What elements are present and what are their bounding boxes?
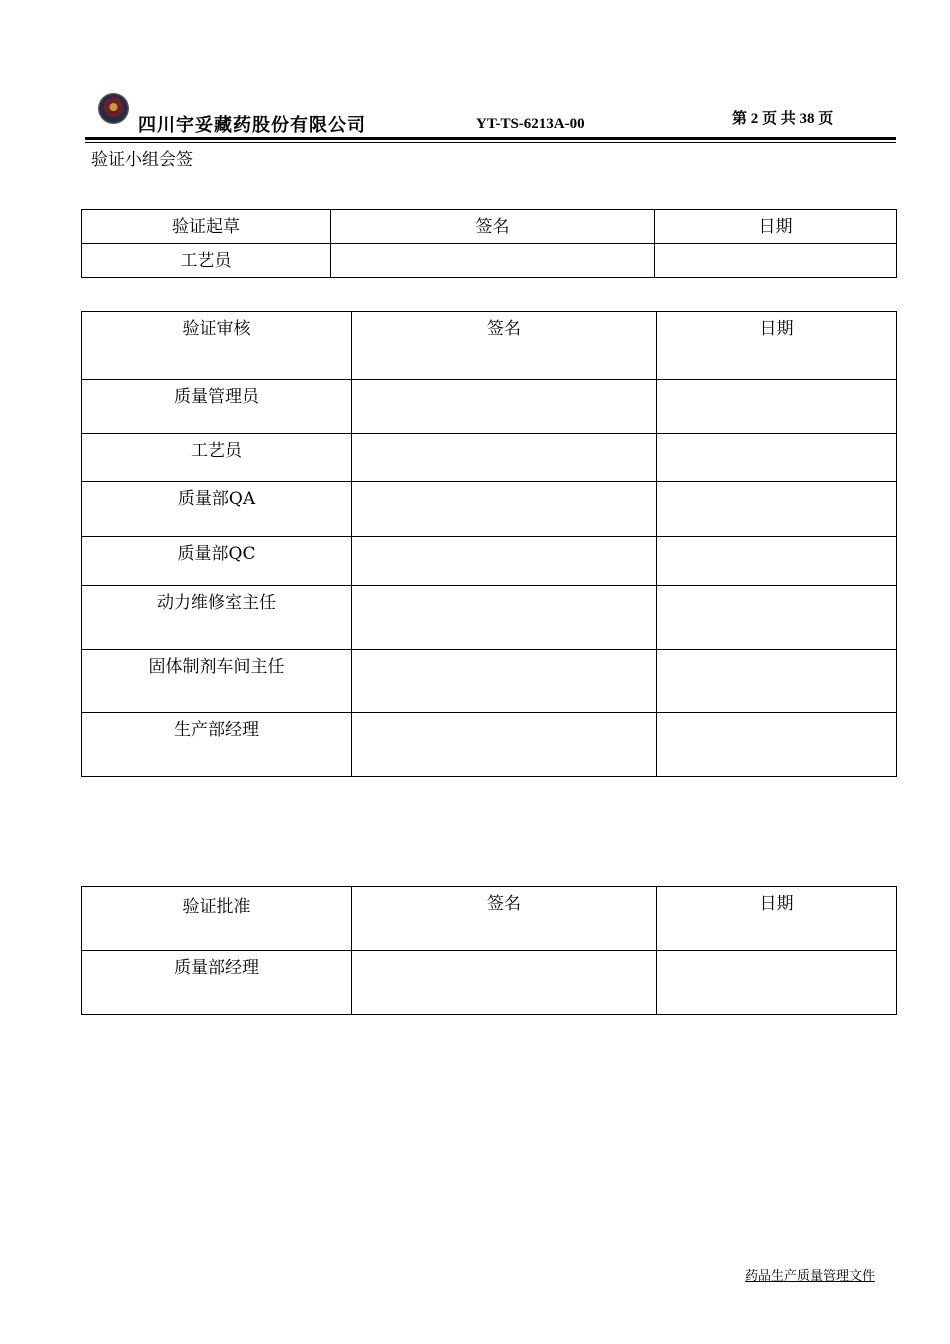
role-cell: 固体制剂车间主任 — [82, 650, 352, 713]
header-cell: 签名 — [352, 312, 657, 380]
footer-note: 药品生产质量管理文件 — [745, 1269, 876, 1284]
header-cell: 签名 — [352, 887, 657, 951]
draft-signature-table — [81, 209, 897, 278]
table-row — [82, 434, 897, 482]
signature-cell[interactable] — [331, 244, 655, 278]
signature-cell[interactable] — [352, 650, 657, 713]
signature-cell[interactable] — [352, 537, 657, 586]
table-row — [82, 537, 897, 586]
table-row — [82, 586, 897, 650]
document-number: YT-TS-6213A-00 — [476, 116, 585, 132]
date-cell[interactable] — [657, 434, 897, 482]
section-title: 验证小组会签 — [91, 150, 193, 170]
table-row — [82, 482, 897, 537]
signature-cell[interactable] — [352, 951, 657, 1015]
approval-signature-table — [81, 886, 897, 1015]
table-row — [82, 650, 897, 713]
date-cell[interactable] — [657, 586, 897, 650]
signature-cell[interactable] — [352, 482, 657, 537]
table-header-row — [82, 887, 897, 951]
date-cell[interactable] — [655, 244, 897, 278]
role-cell: 工艺员 — [82, 434, 352, 482]
date-cell[interactable] — [657, 482, 897, 537]
header-cell: 验证审核 — [82, 312, 352, 380]
date-cell[interactable] — [657, 650, 897, 713]
review-signature-table — [81, 311, 897, 777]
role-cell: 质量管理员 — [82, 380, 352, 434]
company-logo — [99, 94, 128, 123]
company-name: 四川宇妥藏药股份有限公司 — [138, 115, 366, 136]
role-cell: 质量部QA — [82, 482, 352, 537]
date-cell[interactable] — [657, 537, 897, 586]
header-cell: 日期 — [655, 210, 897, 244]
date-cell[interactable] — [657, 713, 897, 777]
signature-cell[interactable] — [352, 434, 657, 482]
header-cell: 日期 — [657, 312, 897, 380]
date-cell[interactable] — [657, 380, 897, 434]
table-header-row — [82, 312, 897, 380]
role-cell: 工艺员 — [82, 244, 331, 278]
header-rule-thick — [85, 137, 896, 140]
page-number: 第 2 页 共 38 页 — [732, 111, 834, 127]
header-cell: 签名 — [331, 210, 655, 244]
role-cell: 质量部QC — [82, 537, 352, 586]
header-cell: 验证批准 — [82, 887, 352, 951]
signature-cell[interactable] — [352, 380, 657, 434]
table-row — [82, 244, 897, 278]
table-row — [82, 380, 897, 434]
table-row — [82, 713, 897, 777]
table-header-row — [82, 210, 897, 244]
role-cell: 生产部经理 — [82, 713, 352, 777]
header-cell: 日期 — [657, 887, 897, 951]
signature-cell[interactable] — [352, 586, 657, 650]
header-cell: 验证起草 — [82, 210, 331, 244]
role-cell: 质量部经理 — [82, 951, 352, 1015]
header-rule-thin — [85, 142, 896, 143]
role-cell: 动力维修室主任 — [82, 586, 352, 650]
date-cell[interactable] — [657, 951, 897, 1015]
signature-cell[interactable] — [352, 713, 657, 777]
table-row — [82, 951, 897, 1015]
